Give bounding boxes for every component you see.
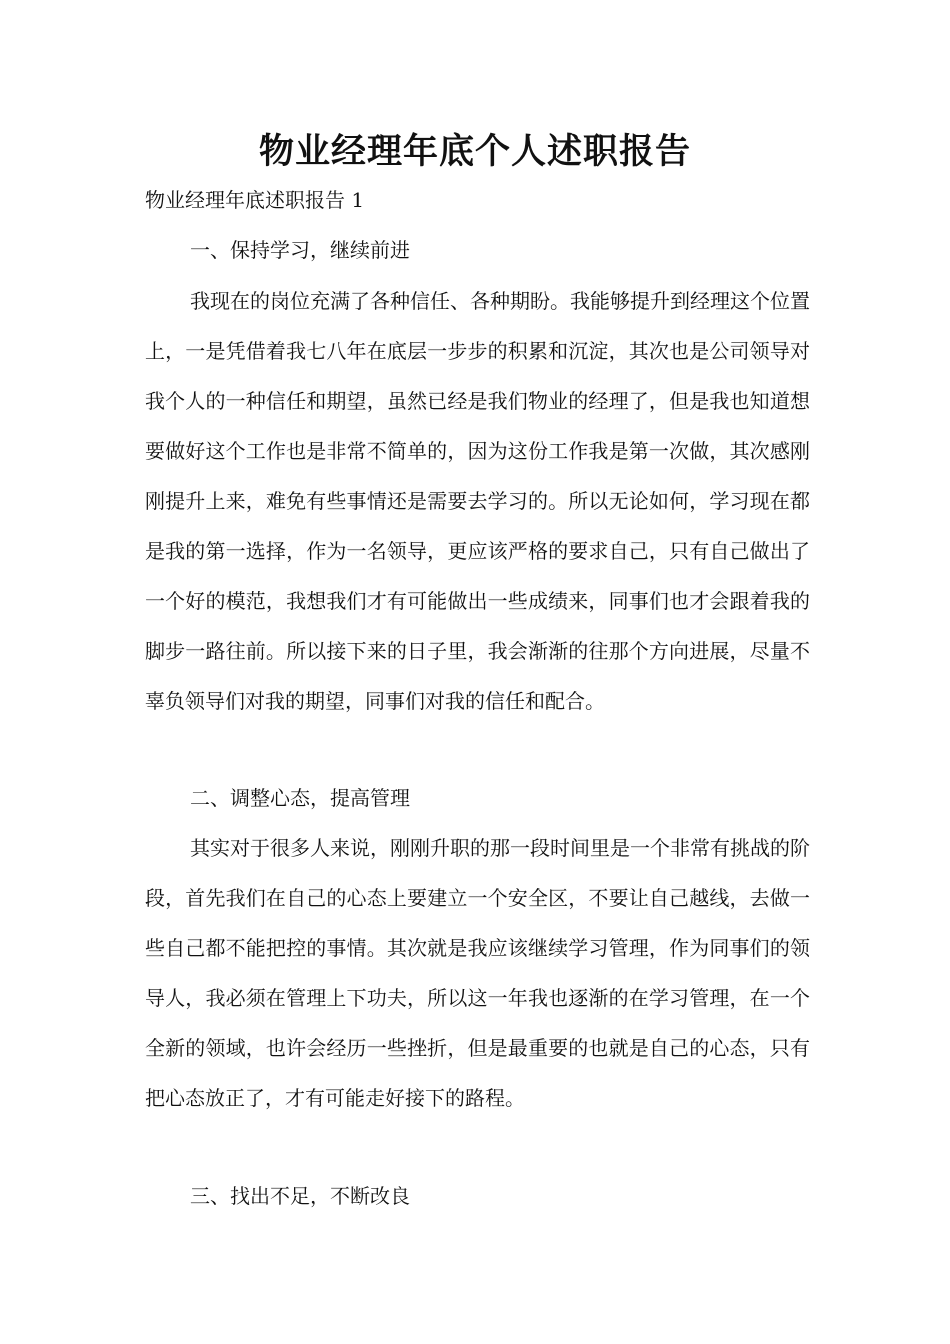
section-heading-2: 二、调整心态，提高管理 <box>190 786 410 810</box>
section-paragraph-2: 其实对于很多人来说，刚刚升职的那一段时间里是一个非常有挑战的阶段，首先我们在自己的心态上要建立一个安全区，不要让自己越线，去做一些自己都不能把控的事情。其次就是我应该继续学习管理，作为同事们的领导人，我必须在管理上下功夫，所以这一年我也逐渐的在学习管理，在一个全新的领域，也许会经历一些挫折，但是最重要的也就是自己的心态，只有把心态放正了，才有可能走好接下的路程。 <box>145 836 810 1110</box>
document-subtitle: 物业经理年底述职报告 1 <box>145 188 365 212</box>
section-heading-3: 三、找出不足，不断改良 <box>190 1184 410 1208</box>
document-title: 物业经理年底个人述职报告 <box>258 131 691 172</box>
section-paragraph-1: 我现在的岗位充满了各种信任、各种期盼。我能够提升到经理这个位置上，一是凭借着我七八年在底层一步步的积累和沉淀，其次也是公司领导对我个人的一种信任和期望，虽然已经是我们物业的经理了，但是我也知道想要做好这个工作也是非常不简单的，因为这份工作我是第一次做，其次感刚刚提升上来，难免有些事情还是需要去学习的。所以无论如何，学习现在都是我的第一选择，作为一名领导，更应该严格的要求自己，只有自己做出了一个好的模范，我想我们才有可能做出一些成绩来，同事们也才会跟着我的脚步一路往前。所以接下来的日子里，我会渐渐的往那个方向进展，尽量不辜负领导们对我的期望，同事们对我的信任和配合。 <box>145 289 810 713</box>
section-heading-1: 一、保持学习，继续前进 <box>190 238 410 262</box>
